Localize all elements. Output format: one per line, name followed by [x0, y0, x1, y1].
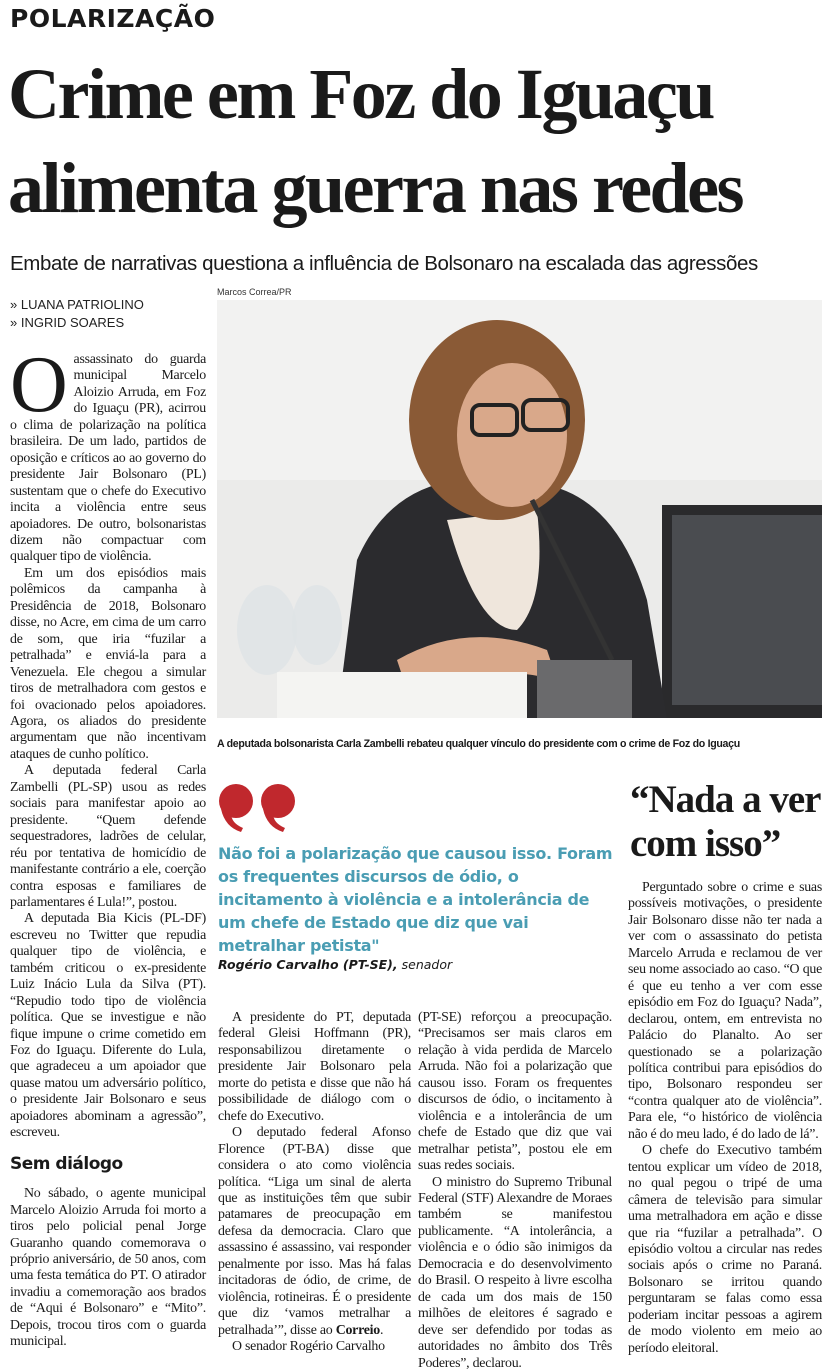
photo-credit: Marcos Correa/PR — [217, 287, 292, 297]
pull-quote: Não foi a polarização que causou isso. Foram os frequentes discursos de ódio, o incitamento à violência e a intolerância de um chefe de Estado que diz que vai metralhar petista" — [218, 844, 613, 955]
byline: » LUANA PATRIOLINO — [10, 297, 144, 312]
section-kicker: POLARIZAÇÃO — [10, 4, 216, 33]
article-paragraph: O senador Rogério Carvalho — [232, 1339, 385, 1355]
article-paragraph: O ministro do Supremo Tribunal Federal (STF) Alexandre de Moraes também se manifestou publicamente. “A intolerância, a violência e o ódio são inimigos da Democracia e do desenvolvimento do Brasil. O respeito à livre escolha de cada um dos mais de 150 milhões de eleitores é sagrado e deve ser defendido por todas as autoridades no âmbito dos Três Poderes”, declarou. — [418, 1174, 612, 1371]
article-paragraph: A deputada federal Carla Zambelli (PL-SP) usou as redes sociais para manifestar apoio ao presidente. “Quem defende sequestradores, ladrões de celular, réu por tentativa de homicídio de manifestante contrário a ele, coerção contra esposas e familiares de parlamentares é Lula!”, postou. — [10, 763, 206, 910]
article-column-2 — [218, 1010, 411, 1356]
article-paragraph: A deputada Bia Kicis (PL-DF) escreveu no Twitter que repudia qualquer tipo de violência, e também criticou o ex-presidente Luiz Inácio Lula da Silva (PT). “Repudio todo tipo de violência política. Que se investigue e não fique impune o crime cometido em Foz do Iguaçu. Diferente do Lula, que agradeceu a um apoiador que quase matou um adversário político, o presidente Jair Bolsonaro e seus apoiadores abominam a agressão”, escreveu. — [10, 911, 206, 1141]
byline: » INGRID SOARES — [10, 315, 125, 330]
subheading: Sem diálogo — [10, 1153, 123, 1174]
quote-author: Rogério Carvalho (PT-SE), — [218, 957, 398, 972]
article-paragraph: A presidente do PT, deputada federal Gleisi Hoffmann (PR), responsabilizou diretamente o presidente Jair Bolsonaro pela morte do petista e disse que não há possibilidade de diálogo com o chefe do Executivo. — [218, 1010, 411, 1124]
quote-role: senador — [397, 957, 453, 972]
pull-quote-attribution — [218, 957, 613, 972]
sidebar-paragraph: O chefe do Executivo também tentou explicar um vídeo de 2018, no qual pegou o tripé de uma câmera de televisão para simular uma metralhadora em ação e disse que ria “fuzilar a petralhada”. O episódio voltou a circular nas redes sociais após o crime no Paraná. Bolsonaro se irritou quando perguntaram se falas como essa poderiam incitar pessoas a agirem de modo violento em meio ao período eleitoral. — [628, 1143, 822, 1356]
article-column-3 — [418, 1010, 612, 1372]
sidebar-title: “Nada a ver com isso” — [630, 778, 820, 865]
article-paragraph: (PT-SE) reforçou a preocupação. “Precisamos ser mais claros em relação à vida perdida de Marcelo Arruda. Não foi a polarização que causou isso. Foram os frequentes discursos de ódio, o incitamento à violência e a intolerância de um chefe de Estado que diz que vai metralhar petista”, postou ele em suas redes sociais. — [418, 1010, 612, 1174]
photo-caption: A deputada bolsonarista Carla Zambelli rebateu qualquer vínculo do presidente com o crime de Foz do Iguaçu — [217, 738, 740, 750]
article-paragraph: Em um dos episódios mais polêmicos da campanha à Presidência de 2018, Bolsonaro disse, no Acre, em cima de um carro de som, que iria “fuzilar a petralhada” e enviá-la para a Venezuela. Ele chegou a simular tiros de metralhadora com gestos e foi ovacionado pelos apoiadores. Agora, os aliados do presidente argumentam que não incentivam ataques de cunho político. — [10, 565, 206, 762]
article-paragraph: O deputado federal Afonso Florence (PT-BA) disse que considera o ato como violência política. “Liga um sinal de alerta que as instituições têm que subir patamares de preocupação em defesa da democracia. Claro que assassino é assassino, vai responder penalmente por isso. Mas há falas incitadoras de ódio, de crime, de violência, rotineiras. É o presidente que diz ‘vamos metralhar a petralhada’”, disse ao Correio. — [218, 1125, 411, 1338]
article-paragraph: No sábado, o agente municipal Marcelo Aloizio Arruda foi morto a tiros pelo policial penal Jorge Guaranho quando comemorava o próprio aniversário, de 50 anos, com uma festa temática do PT. O atirador invadiu a comemoração aos brados de “Aqui é Bolsonaro” e “Mito”. Depois, trocou tiros com o guarda municipal. — [10, 1186, 206, 1350]
paragraph-text: O deputado federal Afonso Florence (PT-BA) disse que considera o ato como violência política. “Liga um sinal de alerta que as instituições têm que subir patamares de preocupação em defesa da democracia. Claro que assassino é assassino, vai responder penalmente por isso. Mas há falas incitadoras de ódio, de crime, de violência, rotineiras. É o presidente que diz ‘vamos metralhar a petralhada’”, disse ao — [218, 1125, 411, 1338]
newspaper-name: Correio — [335, 1322, 380, 1338]
article-paragraph — [10, 341, 206, 566]
quote-marks-icon — [217, 783, 299, 838]
drop-cap: O — [10, 341, 68, 429]
sidebar-paragraph: Perguntado sobre o crime e suas possíveis motivações, o presidente Jair Bolsonaro disse não ter nada a ver com o assassinato do petista Marcelo Arruda e reclamou de ver seu nome associado ao caso. “O que é que eu tenho a ver com esse episódio em Foz do Iguaçu? Nada”, declarou, ontem, em entrevista no Palácio do Planalto. Ao ser questionado se a polarização política contribui para episódios do tipo, Bolsonaro respondeu ser “contra qualquer ato de violência”. Para ele, “o histórico de violência não é do meu lado, é do lado de lá”. — [628, 880, 822, 1142]
sidebar-column — [628, 880, 822, 1357]
headline-line-2: alimenta guerra nas redes — [8, 148, 743, 228]
paragraph-text: assassinato do guarda municipal Marcelo Aloizio Arruda, em Foz do Iguaçu (PR), acirrou o clima de polarização na política brasileira. De um lado, partidos de oposição e críticos ao ao governo do presidente Jair Bolsonaro (PL) sustentam que o chefe do Executivo incita a violência entre seus apoiadores. De outro, bolsonaristas dizem não compactuar com qualquer tipo de violência. — [10, 352, 206, 565]
article-column-1 — [10, 341, 206, 1351]
article-photo — [217, 300, 822, 718]
photo-illustration — [217, 300, 822, 718]
headline-line-1: Crime em Foz do Iguaçu — [8, 54, 713, 134]
subtitle: Embate de narrativas questiona a influência de Bolsonaro na escalada das agressões — [10, 252, 758, 275]
